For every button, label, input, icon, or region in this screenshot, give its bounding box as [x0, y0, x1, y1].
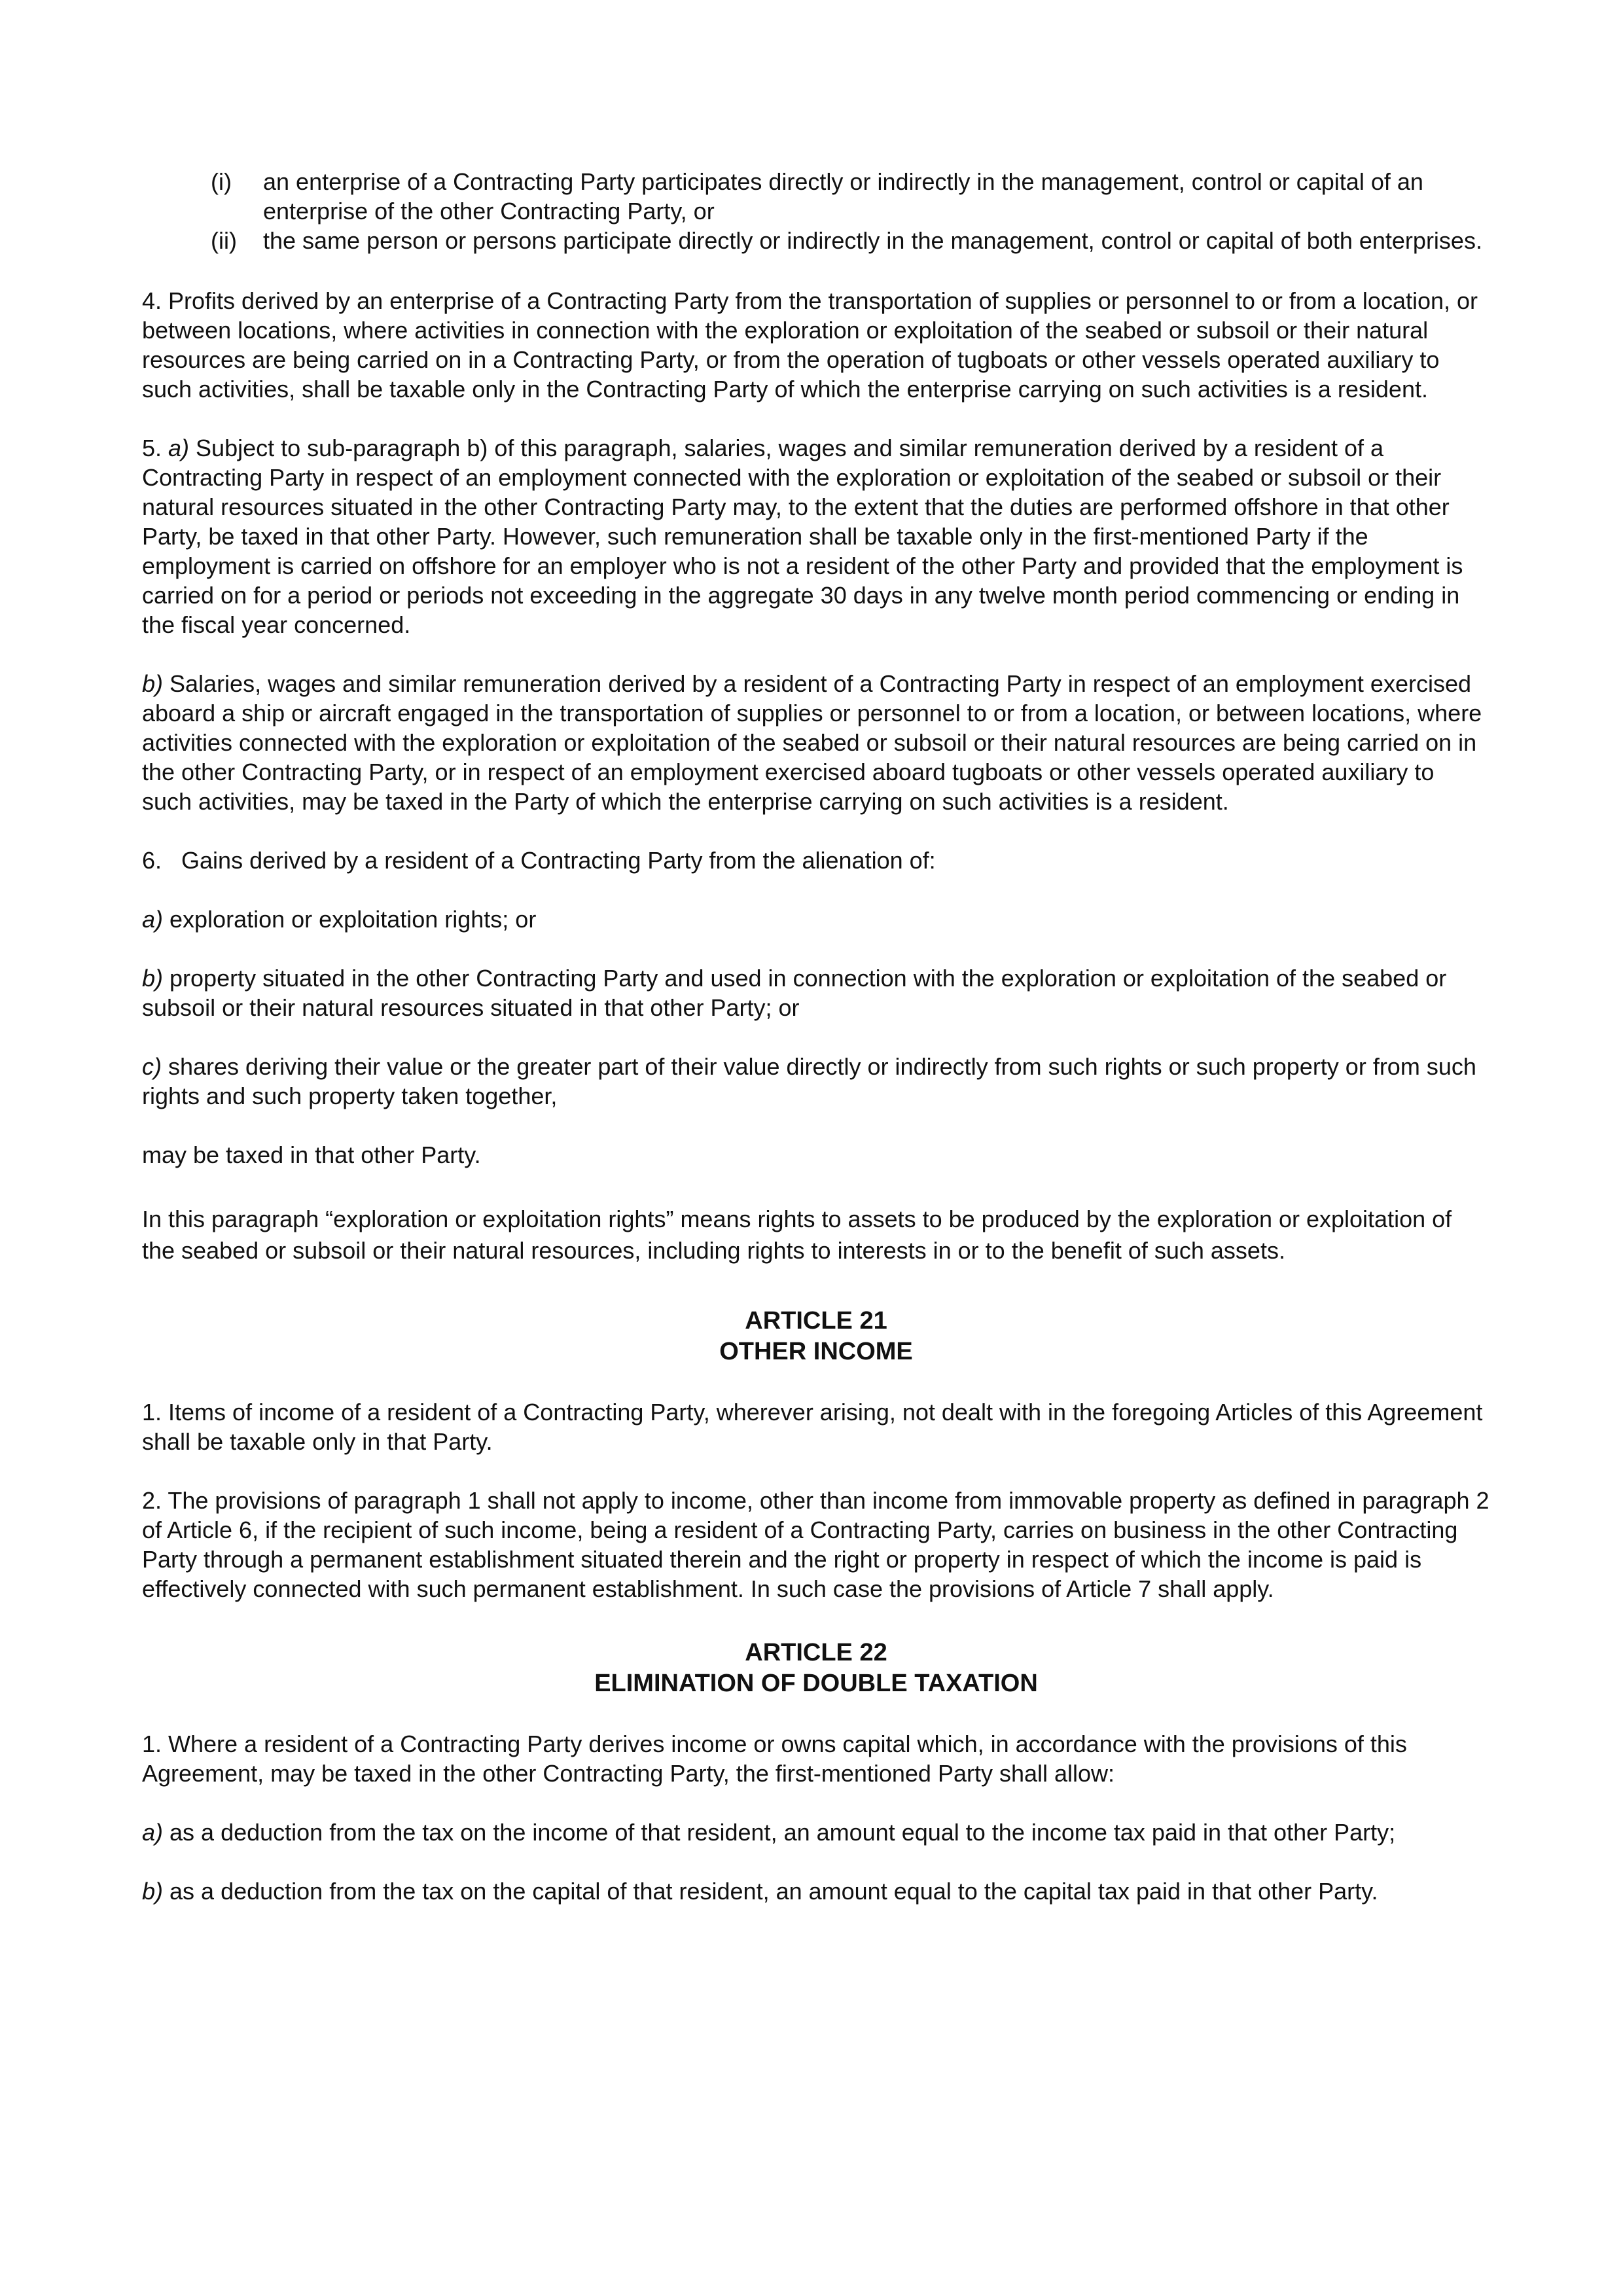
- article-number: ARTICLE 21: [745, 1307, 887, 1335]
- subpara-label: b): [142, 1878, 164, 1905]
- roman-item-number: (i): [211, 168, 232, 195]
- roman-item-text: the same person or persons participate directly or indirectly in the management, control or capital of both enterprises.: [263, 227, 1482, 254]
- roman-item-number: (ii): [211, 227, 237, 254]
- paragraph-5b: [142, 669, 1490, 816]
- article-21-paragraph-1: 1. Items of income of a resident of a Contracting Party, wherever arising, not dealt with in the foregoing Articles of this Agreement shall be taxable only in that Party.: [142, 1399, 1483, 1455]
- document-body: [142, 167, 1490, 1935]
- para-number: 5.: [142, 435, 169, 461]
- subpara-label: a): [142, 906, 164, 933]
- article-22-item-b: [142, 1876, 1490, 1906]
- article-title: ELIMINATION OF DOUBLE TAXATION: [594, 1670, 1038, 1697]
- paragraph-text: Salaries, wages and similar remuneration derived by a resident of a Contracting Party in respect of an employment exercised aboard a ship or aircraft engaged in the transportation of supplies or personnel to or from a location, or between locations, where activities connected with the exploration or exploitation of the seabed or subsoil or their natural resources are being carried on in the other Contracting Party, or in respect of an employment exercised aboard tugboats or other vessels operated auxiliary to such activities, may be taxed in the Party of which the enterprise carrying on such activities is a resident.: [142, 670, 1482, 815]
- subpara-label: b): [142, 670, 164, 697]
- article-22-heading: [142, 1638, 1490, 1699]
- paragraph-6-close: may be taxed in that other Party.: [142, 1141, 481, 1168]
- roman-item-ii: [211, 226, 1490, 255]
- paragraph-text: Subject to sub-paragraph b) of this paragraph, salaries, wages and similar remuneration derived by a resident of a Contracting Party in respect of an employment connected with the exploration or exploitation of the seabed or subsoil or their natural resources situated in the other Contracting Party may, to the extent that the duties are performed offshore in that other Party, be taxed in that other Party. However, such remuneration shall be taxable only in the first-mentioned Party if the employment is carried on offshore for an employer who is not a resident of the other Party and provided that the employment is carried on for a period or periods not exceeding in the aggregate 30 days in any twelve month period commencing or ending in the fiscal year concerned.: [142, 435, 1463, 638]
- article-title: OTHER INCOME: [719, 1338, 913, 1365]
- subpara-label: b): [142, 965, 164, 992]
- subpara-label: c): [142, 1053, 162, 1080]
- roman-item-text: an enterprise of a Contracting Party participates directly or indirectly in the management, control or capital of an enterprise of the other Contracting Party, or: [263, 168, 1423, 224]
- article-21-paragraph-2: 2. The provisions of paragraph 1 shall not apply to income, other than income from immovable property as defined in paragraph 2 of Article 6, if the recipient of such income, being a resident of a Contracting Party, carries on business in the other Contracting Party through a permanent establishment situated therein and the right or property in respect of which the income is paid is effectively connected with such permanent establishment. In such case the provisions of Article 7 shall apply.: [142, 1487, 1489, 1602]
- article-22-paragraph-1: 1. Where a resident of a Contracting Party derives income or owns capital which, in accordance with the provisions of this Agreement, may be taxed in the other Contracting Party, the first-mentioned Party shall allow:: [142, 1731, 1407, 1787]
- paragraph-text: shares deriving their value or the greater part of their value directly or indirectly from such rights or such property or from such rights and such property taken together,: [142, 1053, 1476, 1109]
- roman-item-i: [211, 167, 1490, 226]
- paragraph-6-intro: 6. Gains derived by a resident of a Contracting Party from the alienation of:: [142, 847, 936, 874]
- article-22-item-a: [142, 1818, 1490, 1847]
- article-21-heading: [142, 1306, 1490, 1367]
- subpara-label: a): [142, 1819, 164, 1846]
- paragraph-6c: [142, 1052, 1490, 1111]
- article-number: ARTICLE 22: [745, 1639, 887, 1666]
- paragraph-4: 4. Profits derived by an enterprise of a Contracting Party from the transportation of supplies or personnel to or from a location, or between locations, where activities in connection with the exploration or exploitation of the seabed or subsoil or their natural resources are being carried on in a Contracting Party, or from the operation of tugboats or other vessels operated auxiliary to such activities, shall be taxable only in the Contracting Party of which the enterprise carrying on such activities is a resident.: [142, 287, 1478, 403]
- paragraph-text: exploration or exploitation rights; or: [163, 906, 537, 933]
- paragraph-text: as a deduction from the tax on the capital of that resident, an amount equal to the capital tax paid in that other Party.: [163, 1878, 1378, 1905]
- paragraph-6b: [142, 963, 1490, 1022]
- subpara-label: a): [168, 435, 190, 461]
- paragraph-text: as a deduction from the tax on the income of that resident, an amount equal to the income tax paid in that other Party;: [163, 1819, 1396, 1846]
- paragraph-6-definition: In this paragraph “exploration or exploitation rights” means rights to assets to be produced by the exploration or exploitation of the seabed or subsoil or their natural resources, including rights to interests in or to the benefit of such assets.: [142, 1206, 1452, 1264]
- paragraph-text: property situated in the other Contracting Party and used in connection with the exploration or exploitation of the seabed or subsoil or their natural resources situated in that other Party; or: [142, 965, 1447, 1021]
- paragraph-6a: [142, 905, 1490, 934]
- paragraph-5a: [142, 433, 1490, 639]
